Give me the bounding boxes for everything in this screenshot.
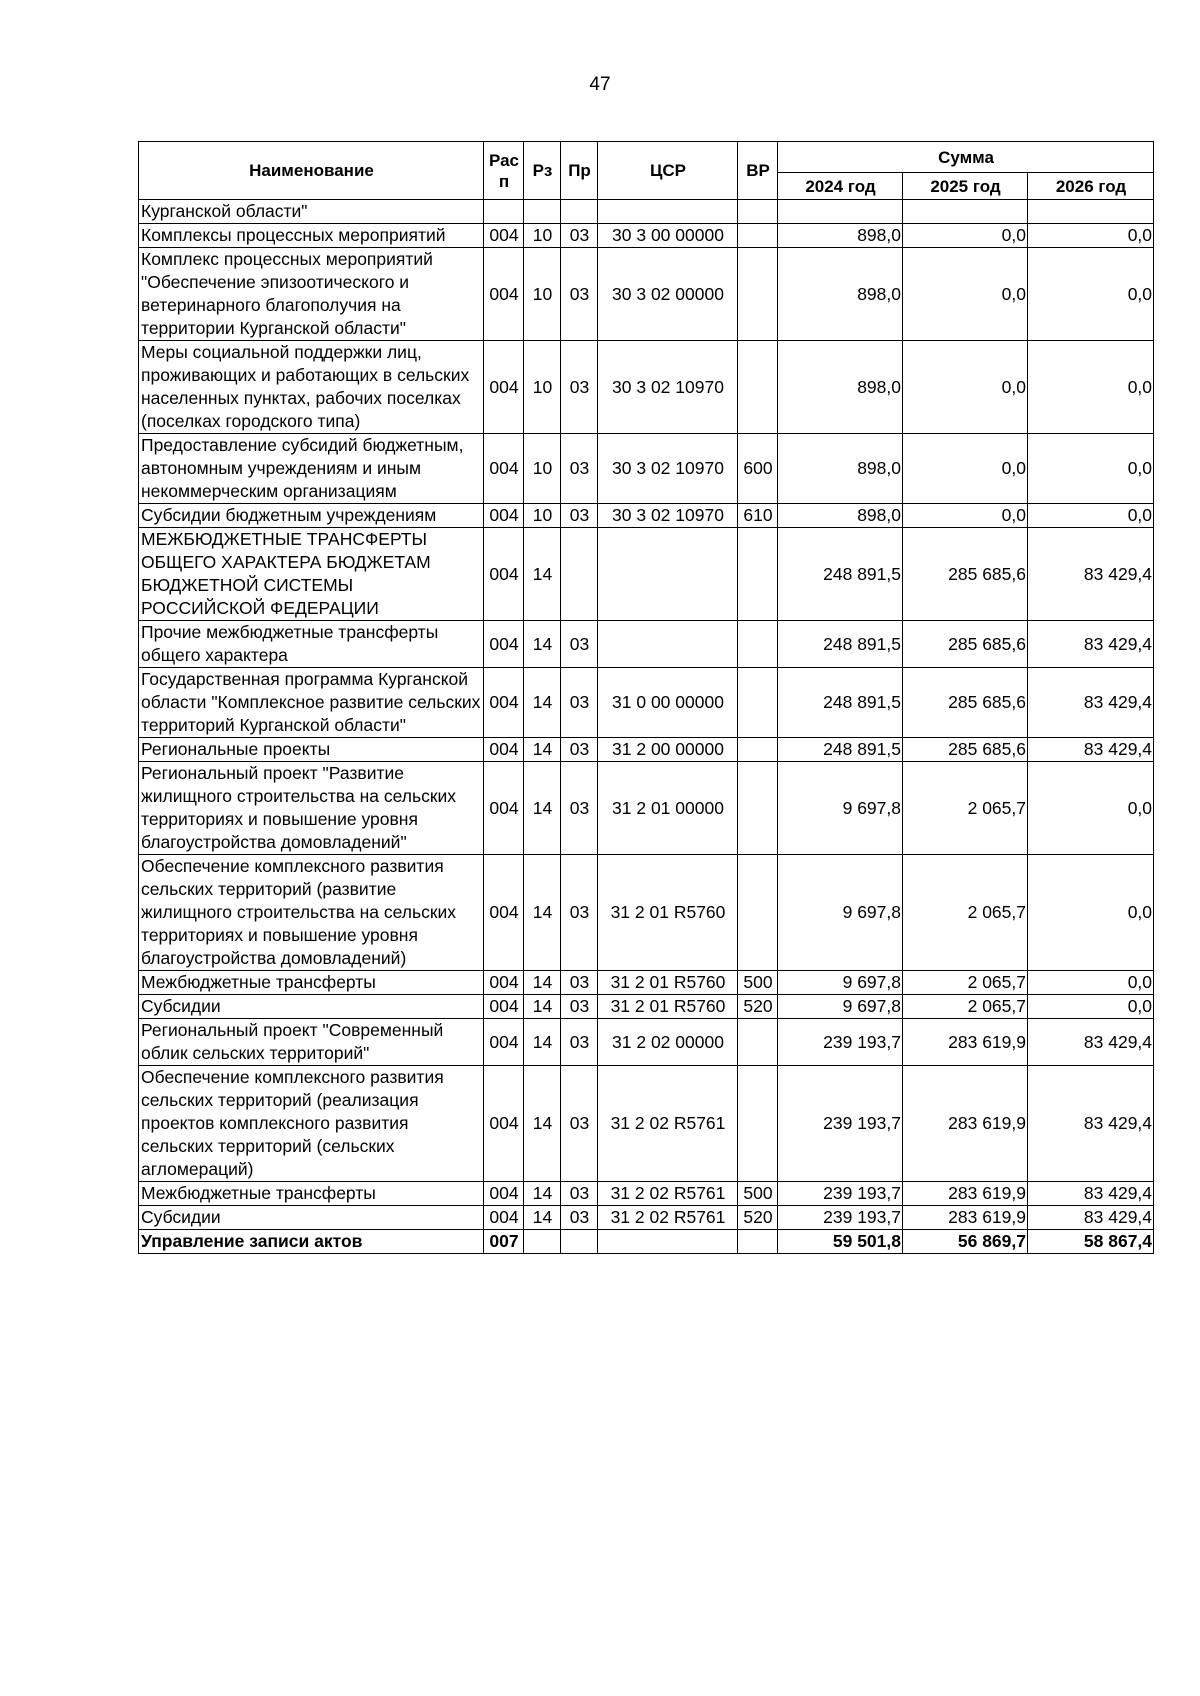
cell-csr: 30 3 02 10970 [598,504,738,528]
cell-pr: 03 [561,248,598,341]
cell-y2025: 285 685,6 [903,621,1028,668]
table-body [139,200,1154,1254]
cell-y2025: 285 685,6 [903,528,1028,621]
cell-vr [738,1230,778,1254]
cell-pr: 03 [561,1066,598,1182]
cell-rasp: 004 [484,434,524,504]
cell-rasp: 004 [484,1019,524,1066]
cell-vr [738,762,778,855]
cell-vr [738,528,778,621]
cell-y2025 [903,200,1028,224]
cell-rasp: 004 [484,224,524,248]
cell-pr [561,1230,598,1254]
cell-csr: 30 3 02 10970 [598,434,738,504]
cell-rasp: 004 [484,621,524,668]
cell-rasp: 004 [484,248,524,341]
cell-pr: 03 [561,738,598,762]
cell-csr [598,528,738,621]
cell-y2025: 0,0 [903,248,1028,341]
cell-csr: 31 2 02 R5761 [598,1066,738,1182]
cell-name: Региональные проекты [139,738,484,762]
table-row [139,434,1154,504]
table-row [139,855,1154,971]
cell-csr [598,1230,738,1254]
cell-csr: 31 2 02 R5761 [598,1182,738,1206]
cell-vr [738,738,778,762]
cell-vr [738,1066,778,1182]
cell-y2025: 285 685,6 [903,738,1028,762]
cell-rasp: 004 [484,341,524,434]
cell-rz: 10 [524,504,561,528]
table-row [139,621,1154,668]
page-number: 47 [589,74,611,95]
cell-name: Региональный проект "Современный облик сельских территорий" [139,1019,484,1066]
cell-pr: 03 [561,995,598,1019]
header-pr: Пр [561,142,598,200]
cell-vr [738,621,778,668]
cell-rasp: 004 [484,995,524,1019]
cell-y2024: 248 891,5 [778,528,903,621]
table-row [139,762,1154,855]
cell-csr [598,200,738,224]
cell-vr [738,341,778,434]
cell-vr [738,1019,778,1066]
cell-y2026: 0,0 [1028,995,1154,1019]
table-row [139,995,1154,1019]
cell-y2026: 83 429,4 [1028,621,1154,668]
table-row [139,1206,1154,1230]
cell-y2025: 2 065,7 [903,971,1028,995]
cell-name: Меры социальной поддержки лиц, проживающих и работающих в сельских населенных пунктах, рабочих поселках (поселках городского типа) [139,341,484,434]
table-row [139,1019,1154,1066]
cell-name: Региональный проект "Развитие жилищного строительства на сельских территориях и повышение уровня благоустройства домовладений" [139,762,484,855]
cell-pr: 03 [561,1019,598,1066]
cell-y2025: 56 869,7 [903,1230,1028,1254]
cell-y2024: 9 697,8 [778,762,903,855]
cell-vr: 520 [738,1206,778,1230]
cell-rz: 14 [524,621,561,668]
cell-rz: 14 [524,762,561,855]
cell-pr: 03 [561,855,598,971]
cell-rz: 14 [524,1066,561,1182]
cell-y2024: 9 697,8 [778,855,903,971]
cell-name: Обеспечение комплексного развития сельских территорий (развитие жилищного строительства на сельских территориях и повышение уровня благоустройства домовладений) [139,855,484,971]
cell-pr: 03 [561,762,598,855]
cell-y2026: 0,0 [1028,762,1154,855]
cell-y2025: 2 065,7 [903,995,1028,1019]
cell-pr [561,528,598,621]
cell-name: Субсидии бюджетным учреждениям [139,504,484,528]
header-csr: ЦСР [598,142,738,200]
cell-name: МЕЖБЮДЖЕТНЫЕ ТРАНСФЕРТЫ ОБЩЕГО ХАРАКТЕРА БЮДЖЕТАМ БЮДЖЕТНОЙ СИСТЕМЫ РОССИЙСКОЙ ФЕДЕРАЦИИ [139,528,484,621]
cell-y2026: 0,0 [1028,855,1154,971]
cell-y2025: 283 619,9 [903,1182,1028,1206]
table-row [139,224,1154,248]
cell-y2024: 9 697,8 [778,971,903,995]
table-header [139,142,1154,200]
cell-y2026: 0,0 [1028,248,1154,341]
cell-y2026: 0,0 [1028,504,1154,528]
cell-y2026: 83 429,4 [1028,1206,1154,1230]
budget-table [138,141,1154,1254]
cell-y2024: 239 193,7 [778,1066,903,1182]
cell-rasp [484,200,524,224]
cell-rz: 14 [524,855,561,971]
cell-rasp: 004 [484,762,524,855]
cell-y2024: 898,0 [778,248,903,341]
cell-rasp: 004 [484,738,524,762]
cell-pr: 03 [561,971,598,995]
cell-csr: 31 2 01 00000 [598,762,738,855]
cell-rasp: 004 [484,855,524,971]
cell-rasp: 007 [484,1230,524,1254]
cell-y2025: 2 065,7 [903,855,1028,971]
cell-y2025: 0,0 [903,224,1028,248]
cell-csr: 31 2 01 R5760 [598,971,738,995]
cell-y2025: 0,0 [903,504,1028,528]
cell-pr: 03 [561,224,598,248]
cell-csr: 31 2 02 R5761 [598,1206,738,1230]
cell-y2024: 248 891,5 [778,621,903,668]
cell-rz: 14 [524,1206,561,1230]
cell-name: Обеспечение комплексного развития сельских территорий (реализация проектов комплексного развития сельских территорий (сельских агломераций) [139,1066,484,1182]
cell-y2026: 83 429,4 [1028,1066,1154,1182]
cell-name: Межбюджетные трансферты [139,1182,484,1206]
cell-rz: 14 [524,971,561,995]
cell-csr: 31 2 02 00000 [598,1019,738,1066]
cell-rasp: 004 [484,504,524,528]
cell-y2026: 83 429,4 [1028,668,1154,738]
header-sum: Сумма [778,142,1154,173]
cell-y2024: 9 697,8 [778,995,903,1019]
header-2025: 2025 год [903,173,1028,200]
cell-pr: 03 [561,434,598,504]
table-row [139,971,1154,995]
cell-vr [738,224,778,248]
cell-name: Субсидии [139,1206,484,1230]
table-row [139,1182,1154,1206]
cell-name: Прочие межбюджетные трансферты общего характера [139,621,484,668]
cell-pr [561,200,598,224]
cell-pr: 03 [561,1182,598,1206]
cell-y2026: 58 867,4 [1028,1230,1154,1254]
table-row [139,504,1154,528]
cell-rasp: 004 [484,1182,524,1206]
header-rasp: Рас п [484,142,524,200]
cell-csr: 31 0 00 00000 [598,668,738,738]
header-vr: ВР [738,142,778,200]
cell-y2024: 239 193,7 [778,1206,903,1230]
cell-vr [738,668,778,738]
table-row [139,738,1154,762]
cell-y2025: 283 619,9 [903,1206,1028,1230]
cell-y2025: 0,0 [903,341,1028,434]
cell-csr [598,621,738,668]
cell-rz: 14 [524,528,561,621]
cell-name: Государственная программа Курганской области "Комплексное развитие сельских территорий Курганской области" [139,668,484,738]
cell-vr [738,248,778,341]
cell-pr: 03 [561,621,598,668]
cell-rz: 10 [524,224,561,248]
cell-vr: 500 [738,1182,778,1206]
cell-vr: 520 [738,995,778,1019]
table-row [139,200,1154,224]
cell-y2026 [1028,200,1154,224]
table-row [139,1066,1154,1182]
cell-y2024: 248 891,5 [778,668,903,738]
cell-pr: 03 [561,668,598,738]
cell-pr: 03 [561,1206,598,1230]
cell-rz: 10 [524,248,561,341]
cell-y2026: 0,0 [1028,971,1154,995]
cell-name: Курганской области" [139,200,484,224]
cell-y2025: 283 619,9 [903,1066,1028,1182]
cell-rz [524,200,561,224]
cell-rz: 14 [524,668,561,738]
cell-csr: 31 2 00 00000 [598,738,738,762]
cell-y2026: 83 429,4 [1028,528,1154,621]
cell-rasp: 004 [484,971,524,995]
cell-csr: 30 3 00 00000 [598,224,738,248]
cell-rz: 14 [524,995,561,1019]
cell-name: Управление записи актов [139,1230,484,1254]
cell-rasp: 004 [484,668,524,738]
header-name: Наименование [139,142,484,200]
header-2024: 2024 год [778,173,903,200]
cell-vr [738,855,778,971]
cell-y2025: 285 685,6 [903,668,1028,738]
table-row [139,668,1154,738]
table-row [139,248,1154,341]
cell-pr: 03 [561,504,598,528]
table-row [139,528,1154,621]
cell-name: Комплекс процессных мероприятий "Обеспечение эпизоотического и ветеринарного благополучия на территории Курганской области" [139,248,484,341]
cell-y2024: 898,0 [778,504,903,528]
cell-y2024 [778,200,903,224]
cell-y2026: 0,0 [1028,341,1154,434]
cell-y2024: 59 501,8 [778,1230,903,1254]
cell-csr: 30 3 02 00000 [598,248,738,341]
table-row [139,341,1154,434]
cell-csr: 30 3 02 10970 [598,341,738,434]
cell-rz: 10 [524,434,561,504]
cell-csr: 31 2 01 R5760 [598,995,738,1019]
cell-y2024: 239 193,7 [778,1019,903,1066]
cell-pr: 03 [561,341,598,434]
cell-y2024: 248 891,5 [778,738,903,762]
cell-rz [524,1230,561,1254]
cell-y2024: 898,0 [778,341,903,434]
cell-rz: 10 [524,341,561,434]
cell-y2025: 2 065,7 [903,762,1028,855]
header-rz: Рз [524,142,561,200]
cell-y2026: 83 429,4 [1028,1182,1154,1206]
cell-vr: 500 [738,971,778,995]
cell-rasp: 004 [484,1206,524,1230]
cell-csr: 31 2 01 R5760 [598,855,738,971]
cell-vr: 610 [738,504,778,528]
cell-y2026: 83 429,4 [1028,1019,1154,1066]
table-row-total [139,1230,1154,1254]
cell-vr [738,200,778,224]
cell-y2026: 83 429,4 [1028,738,1154,762]
cell-y2024: 898,0 [778,224,903,248]
cell-y2026: 0,0 [1028,224,1154,248]
cell-rz: 14 [524,1182,561,1206]
cell-rz: 14 [524,1019,561,1066]
cell-y2025: 283 619,9 [903,1019,1028,1066]
cell-y2024: 239 193,7 [778,1182,903,1206]
cell-rasp: 004 [484,528,524,621]
cell-name: Субсидии [139,995,484,1019]
cell-y2024: 898,0 [778,434,903,504]
header-2026: 2026 год [1028,173,1154,200]
cell-y2025: 0,0 [903,434,1028,504]
cell-name: Межбюджетные трансферты [139,971,484,995]
cell-vr: 600 [738,434,778,504]
cell-name: Предоставление субсидий бюджетным, автономным учреждениям и иным некоммерческим организациям [139,434,484,504]
cell-rz: 14 [524,738,561,762]
cell-y2026: 0,0 [1028,434,1154,504]
cell-name: Комплексы процессных мероприятий [139,224,484,248]
cell-rasp: 004 [484,1066,524,1182]
